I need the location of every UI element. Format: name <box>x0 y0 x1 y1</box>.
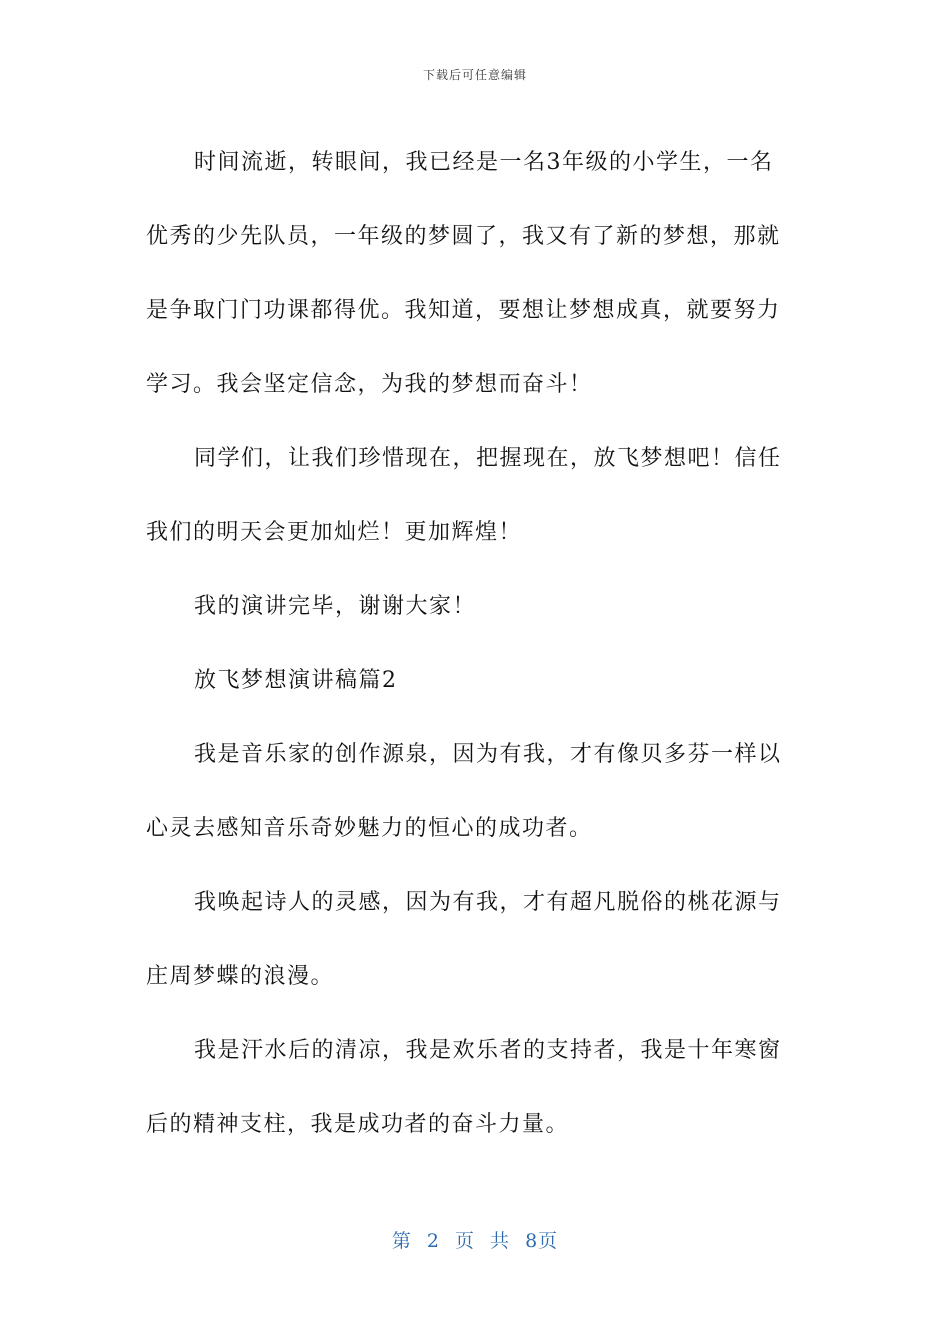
document-body <box>146 126 798 1162</box>
text-line: 我是音乐家的创作源泉，因为有我，才有像贝多芬一样以 <box>194 742 782 767</box>
text-line: 后的精神支柱，我是成功者的奋斗力量。 <box>146 1112 570 1137</box>
text-line: 是争取门门功课都得优。我知道，要想让梦想成真，就要努力 <box>146 298 781 323</box>
text-line: 同学们，让我们珍惜现在，把握现在，放飞梦想吧！信任 <box>194 446 782 471</box>
page-number-footer: 第 2 页 共 8页 <box>391 1230 559 1252</box>
text-line: 优秀的少先队员，一年级的梦圆了，我又有了新的梦想，那就 <box>146 224 781 249</box>
text-line: 我唤起诗人的灵感，因为有我，才有超凡脱俗的桃花源与 <box>194 890 782 915</box>
section-title: 放飞梦想演讲稿篇2 <box>194 668 398 693</box>
text-line: 心灵去感知音乐奇妙魅力的恒心的成功者。 <box>146 816 593 841</box>
text-line: 学习。我会坚定信念，为我的梦想而奋斗！ <box>146 372 593 397</box>
paragraph <box>146 718 798 866</box>
text-line: 时间流逝，转眼间，我已经是一名3年级的小学生，一名 <box>194 150 774 175</box>
paragraph <box>146 1014 798 1162</box>
paragraph <box>146 866 798 1014</box>
text-line: 我的演讲完毕，谢谢大家！ <box>194 594 477 619</box>
text-line: 庄周梦蝶的浪漫。 <box>146 964 335 989</box>
text-line: 我们的明天会更加灿烂！更加辉煌！ <box>146 520 523 545</box>
paragraph <box>146 126 798 422</box>
page-header: 下载后可任意编辑 <box>422 68 527 82</box>
paragraph <box>146 422 798 570</box>
text-line: 我是汗水后的清凉，我是欢乐者的支持者，我是十年寒窗 <box>194 1038 782 1063</box>
paragraph <box>146 570 798 644</box>
